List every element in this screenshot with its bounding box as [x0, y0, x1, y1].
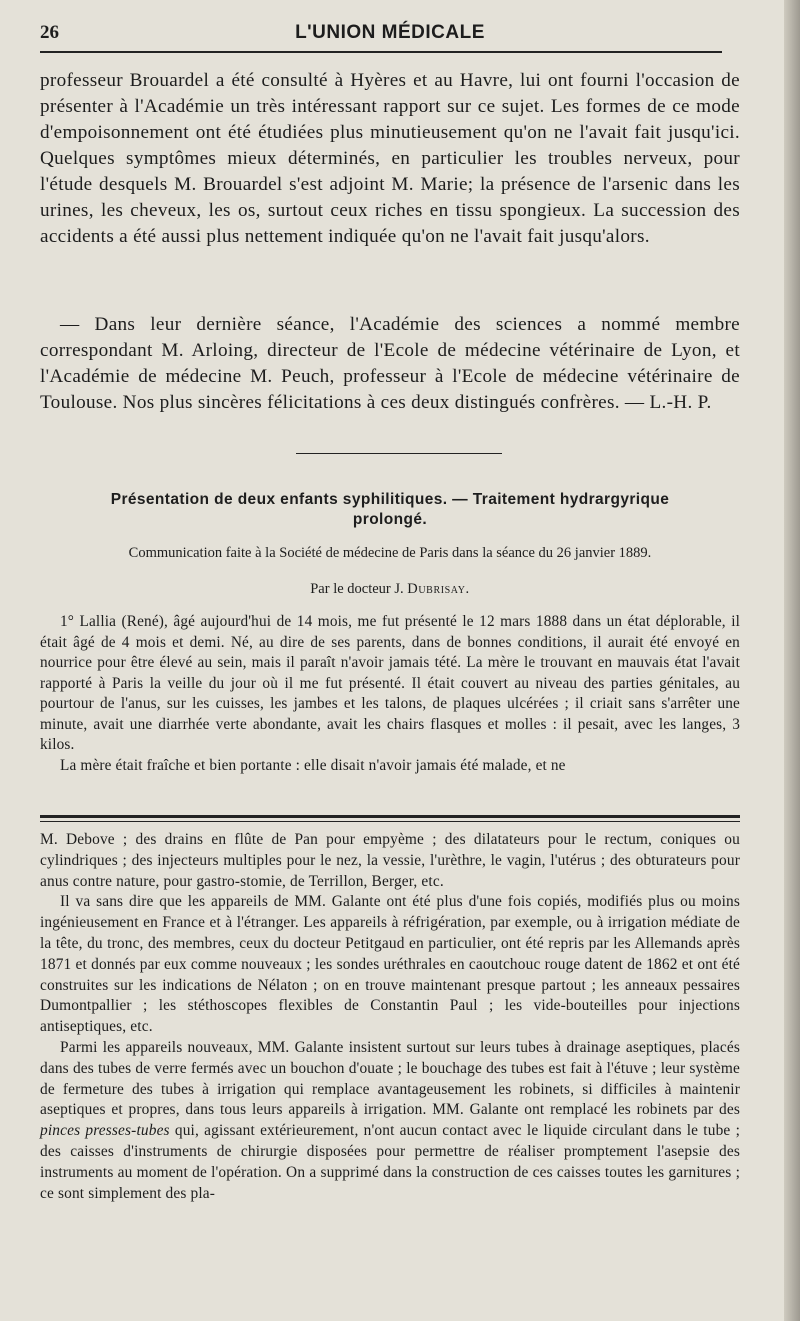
section-separator — [296, 453, 502, 454]
author-prefix: Par le docteur J. — [310, 581, 404, 597]
header-rule-end — [690, 51, 722, 53]
page-number: 26 — [40, 22, 59, 43]
feuilleton-rule-thin — [40, 821, 740, 822]
page-header — [40, 22, 740, 48]
author-name: Dubrisay. — [407, 581, 470, 597]
article-title-line-1: Présentation de deux enfants syphilitiques. — Traitement hydrargyrique — [110, 491, 670, 508]
case-paragraph: 1° Lallia (René), âgé aujourd'hui de 14 mois, me fut présenté le 12 mars 1888 dans un état déplorable, il était âgé de 4 mois et demi. Né, au dire de ses parents, dans de bonnes conditions, il aurait été envoyé en nourrice pour être élevé au sein, mais il paraît n'avoir jamais tété. La mère le trouvant en mauvais état l'avait rapporté à Paris la veille du jour où il me fut présenté. Il était couvert au niveau des parties génitales, au pourtour de l'anus, sur les cuisses, les jambes et les talons, de plaques ulcérées ; il criait sans s'arrêter une minute, avait une diarrhée verte abondante, avait les chairs flasques et molles : il pesait, avec les langes, 3 kilos. — [40, 613, 740, 753]
feuilleton-rule-thick — [40, 815, 740, 818]
feuilleton-p3-italic: pinces presses-tubes — [40, 1122, 170, 1140]
feuilleton-section — [40, 830, 740, 1204]
author-line — [40, 581, 740, 598]
feuilleton-p3-part-a: Parmi les appareils nouveaux, MM. Galante insistent surtout sur leurs tubes à drainage aseptiques, placés dans des tubes de verre fermés avec un bouchon d'ouate ; le bouchage des tubes est fait à l'étuve ; leur système de fermeture des tubes à irrigation qui remplace avantageusement les robinets, si difficiles à maintenir aseptiques et propres, dans tous leurs appareils à irrigation. MM. Galante ont remplacé les robinets par des — [40, 1038, 740, 1119]
article-title — [40, 490, 740, 530]
feuilleton-paragraph-3 — [40, 1038, 740, 1204]
feuilleton-paragraph-2: Il va sans dire que les appareils de MM. Galante ont été plus d'une fois copiés, modifiés plus ou moins ingénieusement en France et à l'étranger. Les appareils à réfrigération, par exemple, ou à irrigation médiate de la tête, du tronc, des membres, ceux du docteur Petitgaud en particulier, ont été repris par les Allemands après 1871 et donnés par eux comme nouveaux ; les sondes uréthrales en caoutchouc rouge datent de 1862 et ont été construites sur les indications de Nélaton ; on en trouve maintenant presque partout ; les anneaux pessaires Dumontpallier ; les stéthoscopes flexibles de Constantin Paul ; les vide-bouteilles pour injections antiseptiques, etc. — [40, 893, 740, 1036]
intro-paragraph: professeur Brouardel a été consulté à Hyères et au Havre, lui ont fourni l'occasion de présenter à l'Académie un très intéressant rapport sur ce sujet. Les formes de ce mode d'empoisonnement ont été étudiées plus minutieusement qu'on ne l'avait fait jusqu'ici. Quelques symptômes mieux déterminés, en particulier les troubles nerveux, pour l'étude desquels M. Brouardel s'est adjoint M. Marie; la présence de l'arsenic dans les urines, les cheveux, les os, surtout ceux riches en tissu spongieux. La succession des accidents a été aussi plus nettement indiquée qu'on ne l'avait fait jusqu'alors. — [40, 70, 740, 247]
running-title: L'UNION MÉDICALE — [295, 22, 485, 43]
feuilleton-paragraph-1: M. Debove ; des drains en flûte de Pan pour empyème ; des dilatateurs pour le rectum, coniques ou cylindriques ; des injecteurs multiples pour le nez, la vessie, l'urèthre, le vagin, l'utérus ; des obturateurs pour anus contre nature, pour gastro-stomie, de Terrillon, Berger, etc. — [40, 831, 740, 890]
academy-paragraph: — Dans leur dernière séance, l'Académie des sciences a nommé membre correspondant M. Arloing, directeur de l'Ecole de médecine vétérinaire de Lyon, et l'Académie de médecine M. Peuch, professeur à l'Ecole de médecine vétérinaire de Toulouse. Nos plus sincères félicitations à ces deux distingués confrères. — L.-H. P. — [40, 314, 740, 413]
case-paragraph-2: La mère était fraîche et bien portante : elle disait n'avoir jamais été malade, et ne — [60, 756, 566, 774]
feuilleton-p3-part-b: qui, agissant extérieurement, n'ont aucun contact avec le liquide circulant dans le tube ; des caisses d'instruments de chirurgie disposées pour permettre de réaliser promptement l'asepsie des instruments au moment de l'opération. On a supprimé dans la construction de ces caisses toutes les garnitures ; ce sont simplement des pla- — [40, 1122, 740, 1202]
header-rule — [40, 51, 720, 53]
article-title-line-2: prolongé. — [352, 511, 428, 528]
communication-line: Communication faite à la Société de médecine de Paris dans la séance du 26 janvier 1889. — [128, 545, 652, 561]
case-section — [40, 612, 740, 776]
intro-section — [40, 68, 740, 250]
academy-news-section — [40, 312, 740, 416]
page-edge-shadow — [784, 0, 800, 1321]
